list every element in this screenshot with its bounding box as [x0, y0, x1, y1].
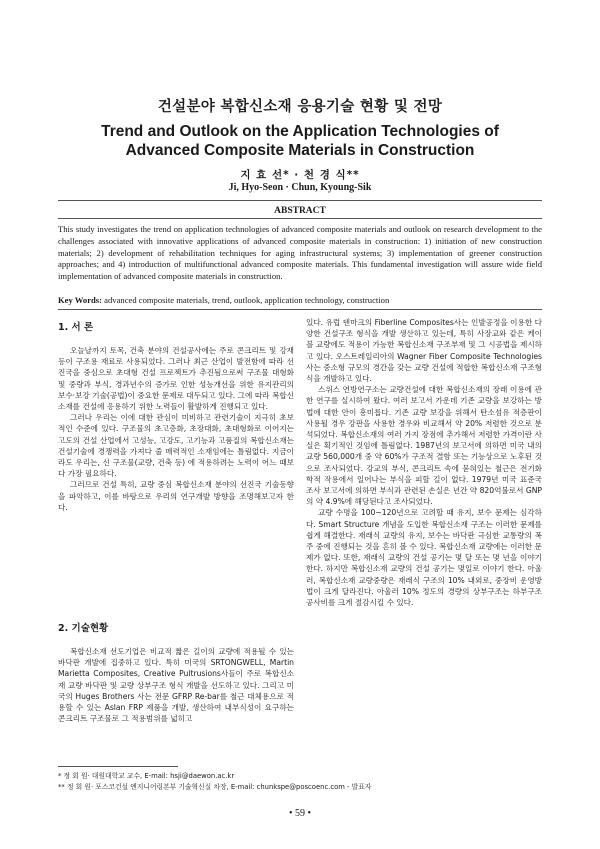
authors-english: Ji, Hyo-Seon · Chun, Kyoung-Sik [228, 182, 372, 193]
abstract-heading-rule [58, 218, 542, 219]
right-column-paragraph: 교량 수명을 100~120년으로 고려할 때 유지, 보수 문제는 심각하다. Smart Structure 개념을 도입한 복합신소재 구조는 이러한 문제를 쉽게 해결한다. 재래식 교량의 유지, 보수는 바닥판 극심한 교통량의 폭주 중에 진행되는 것을 흔히 볼 수 있다. 복합신소재 교량에는 이러한 문제가 없다. 또한, 재래식 교량의 건설 공기는 몇 달 또는 몇 년을 이야기 한다. 하지만 복합신소재 교량의 건설 공기는 몇일로 이야기 한다. 아울러, 복합신소재 교량중량은 재래식 구조의 10% 내외로, 중장비 운영방법이 크게 달라진다. 아울러 10% 정도의 경량의 상부구조는 하부구조 공사비를 크게 절감시킬 수 있다. [306, 508, 542, 608]
keywords [58, 295, 542, 306]
section-1-paragraph: 그러므로 건설 특히, 교량 중심 복합신소재 분야의 선진국 기술동향을 파악하고, 이를 바탕으로 우리의 연구개발 방향을 조명해보고자 한다. [58, 480, 294, 512]
keywords-bottom-rule [58, 309, 542, 310]
section-1-body [58, 345, 294, 513]
right-column-paragraph: 스위스 연방연구소는 교량건설에 대한 복합신소재의 장래 이용에 관한 연구를 실시하여 왔다. 여러 보고서 가운데 기존 교량을 보강하는 방법에 대한 안이 흥미롭다. 기존 교량 보강을 위해서 탄소섬유 적층판이 사용될 경우 강판을 사용한 경우와 비교해서 약 20% 저렴한 것으로 분석되었다. 복합신소재의 여러 가지 장점에 추가해서 저렴한 가격이란 사실은 획기적인 것임에 틀림없다. 1987년의 보고서에 의하면 미국 내의 교량 560,000개 중 약 60%가 구조적 결함 또는 기능상으로 노후된 것으로 조사되었다. 강교의 부식, 콘크리트 속에 묻혀있는 철근은 전기화학적 작용에서 일어나는 부식을 피할 길이 없다. 1979년 미국 표준국 조사 보고서에 의하면 부식과 관련된 손실은 년간 약 820억불로서 GNP의 약 4.9%에 해당된다고 조사되었다. [306, 385, 542, 507]
title-en-line-1: Trend and Outlook on the Application Technologies of [101, 123, 499, 140]
section-1-paragraph: 오늘날까지 토목, 건축 분야의 건설공사에는 주로 콘크리트 및 강재 등이 구조용 재료로 사용되었다. 그러나 최근 산업이 발전함에 따라 선진국을 중심으로 초대형 건설 프로젝트가 추진됨으로써 구조물 대형화 및 중량과 부식, 경과년수의 증가로 인한 성능개선을 위한 유지관리의 보수·보강 기술(공법)이 중요한 문제로 대두되고 있다. 그에 따라 복합신소재를 건설에 응용하기 위한 노력들이 활발하게 진행되고 있다. [58, 346, 294, 412]
footnote-author-2: ** 정 회 원· 포스코건설 엔지니어링본부 기술혁신실 차장, E-mail: chunkspe@poscoenc.com - 발표자 [58, 783, 372, 791]
paper-title-english [0, 122, 600, 160]
page-number: • 59 • [288, 808, 311, 819]
title-en-line-2: Advanced Composite Materials in Construction [125, 142, 475, 159]
footnote-author-1: * 정 회 원· 대원대학교 교수, E-mail: hsji@daewon.ac.kr [58, 772, 235, 780]
section-1-paragraph: 그러나 우리는 이에 대한 관심이 미비하고 관련기술이 지극히 초보적인 수준에 있다. 구조물의 초고층화, 초장대화, 초대형화로 이어지는 고도의 건설 산업에서 고성능, 고강도, 고기능과 고품질의 복합신소재는 건설기술에 경쟁력을 가져다 줄 매력적인 소재임에는 틀림없다. 지금이라도 우리는, 신 구조물(교량, 건축 등) 에 적용하려는 노력이 어느 때보다 가장 필요하다. [58, 413, 294, 479]
section-2-heading: 2. 기술현황 [58, 623, 109, 634]
footnotes [58, 771, 542, 793]
keywords-label: Key Words: [58, 295, 103, 305]
section-2-body [58, 646, 294, 724]
footnote-rule [58, 766, 178, 767]
authors-korean: 지 효 선* · 천 경 식** [240, 169, 360, 181]
abstract-heading: ABSTRACT [274, 206, 326, 216]
right-column-paragraph: 있다. 유럽 덴마크의 Fiberline Composites사는 인발공정을 이용한 다양한 건설구조 형식을 개발 생산하고 있는데, 특히 사장교와 같은 케이블 교량에도 적용이 가능한 복합신소재 구조부재 및 그 시공법을 제시하고 있다. 오스트레일리아의 Wagner Fiber Composite Technologies 사는 중소형 규모의 경간을 갖는 교량 건설에 적합한 복합신소재 구조형식을 개발하고 있다. [306, 318, 542, 384]
right-column-body [306, 317, 542, 608]
abstract-top-rule [58, 200, 542, 201]
keywords-text: advanced composite materials, trend, outlook, application technology, construction [104, 295, 390, 305]
abstract-text: This study investigates the trend on application technologies of advanced composite materials and outlook on research development to the challenges associated with innovative applications of advanced composite materials in construction: 1) initiation of new construction materials; 2) development of rehabilitation techniques for aging infrastructural systems; 3) implementation of greener construction approaches; and 4) introduction of multifunctional advanced composite materials. This fundamental investigation will assure wide field implementation of advanced composite materials in construction. [58, 224, 542, 282]
paper-title-korean: 건설분야 복합신소재 응용기술 현황 및 전망 [157, 99, 443, 115]
section-2-paragraph: 복합신소재 선도기업은 비교적 짧은 길이의 교량에 적용될 수 있는 바닥판 개발에 집중하고 있다. 특히 미국의 SRTONGWELL, Martin Marietta Composites, Creative Pultrusions사들이 주로 복합신소재 교량 바닥판 및 교량 상부구조 형식 개발을 선도하고 있다. 그리고 미국의 Huges Brothers 사는 전문 GFRP Re-bar를 철근 대체용으로 적용할 수 있는 Aslan FRP 제품을 개발, 생산하여 내부식성이 요구하는 콘크리트 구조물로 그 적용범위를 넓히고 [58, 647, 294, 724]
section-1-heading: 1. 서 론 [58, 322, 94, 333]
